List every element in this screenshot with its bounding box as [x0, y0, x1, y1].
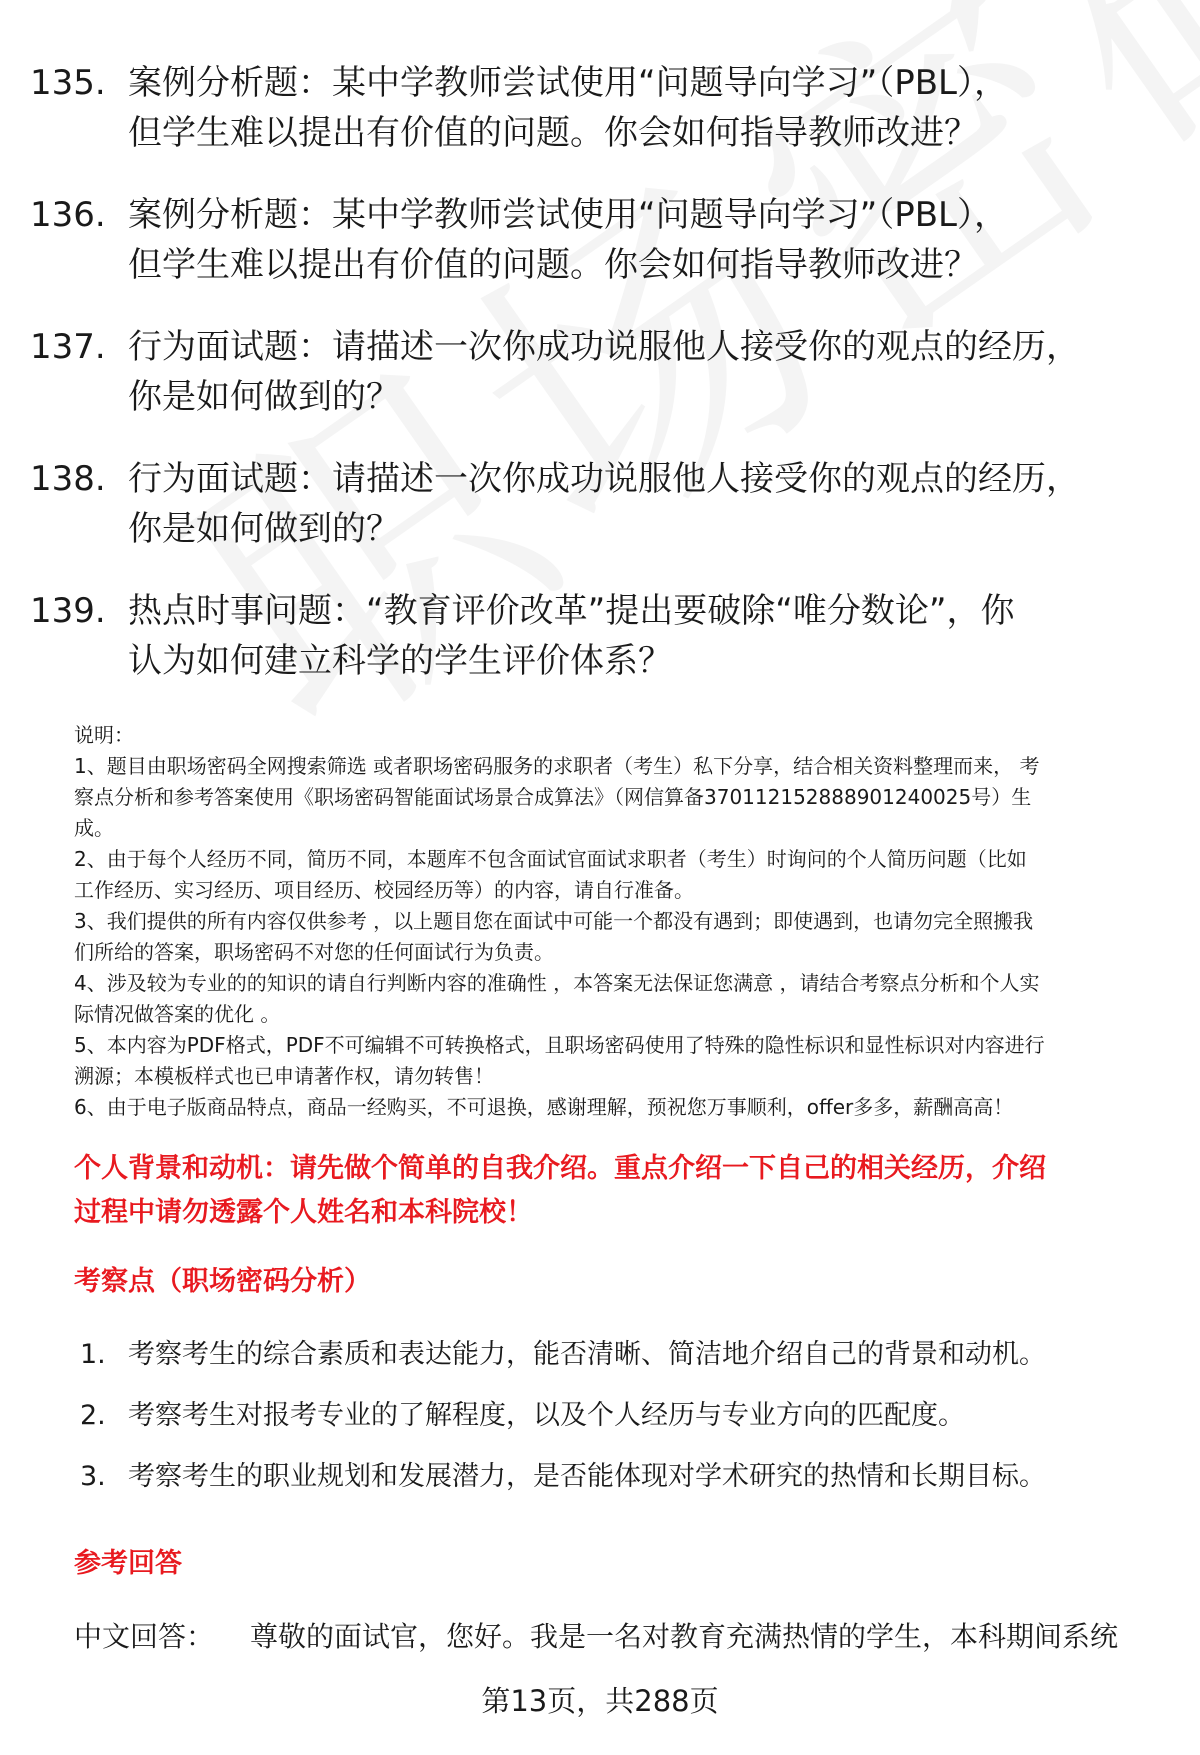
question-item: [30, 322, 1160, 422]
analysis-point: [80, 1335, 1160, 1375]
analysis-point: [80, 1396, 1160, 1436]
question-item: [30, 586, 1160, 686]
question-text: [128, 190, 1160, 290]
question-item: [30, 190, 1160, 290]
notes-title: 说明：: [74, 723, 134, 747]
notes-line: 3、我们提供的所有内容仅供参考 ，以上题目您在面试中可能一个都没有遇到；即使遇到，也请勿完全照搬我: [74, 909, 1034, 933]
background-question-line: 个人背景和动机：请先做个简单的自我介绍。重点介绍一下自己的相关经历，介绍: [74, 1153, 1046, 1184]
question-line: 认为如何建立科学的学生评价体系？: [128, 641, 672, 681]
notes-line: 2、由于每个人经历不同，简历不同，本题库不包含面试官面试求职者（考生）时询问的个人简历问题（比如: [74, 847, 1027, 871]
question-text: [128, 454, 1160, 554]
question-line: 热点时事问题：“教育评价改革”提出要破除“唯分数论”，你: [128, 591, 1015, 631]
notes-line: 5、本内容为PDF格式，PDF不可编辑不可转换格式，且职场密码使用了特殊的隐性标识和显性标识对内容进行: [74, 1033, 1045, 1057]
question-number: 137.: [30, 327, 106, 367]
point-text: 考察考生的综合素质和表达能力，能否清晰、简洁地介绍自己的背景和动机。: [128, 1339, 1046, 1370]
question-line: 行为面试题：请描述一次你成功说服他人接受你的观点的经历，: [128, 459, 1080, 499]
point-number: 2.: [80, 1400, 106, 1431]
question-line: 但学生难以提出有价值的问题。你会如何指导教师改进？: [128, 113, 978, 153]
question-item: [30, 58, 1160, 158]
question-number: 138.: [30, 459, 106, 499]
question-line: 但学生难以提出有价值的问题。你会如何指导教师改进？: [128, 245, 978, 285]
point-number: 3.: [80, 1461, 106, 1492]
question-number: 139.: [30, 591, 106, 631]
question-item: [30, 454, 1160, 554]
notes-line: 们所给的答案，职场密码不对您的任何面试行为负责。: [74, 940, 554, 964]
notes-line: 察点分析和参考答案使用《职场密码智能面试场景合成算法》（网信算备370112152888901240025号）生: [74, 785, 1032, 809]
question-line: 你是如何做到的？: [128, 377, 400, 417]
point-text: 考察考生的职业规划和发展潜力，是否能体现对学术研究的热情和长期目标。: [128, 1461, 1046, 1492]
notes-line: 1、题目由职场密码全网搜索筛选 或者职场密码服务的求职者（考生）私下分享，结合相关资料整理而来， 考: [74, 754, 1040, 778]
notes-line: 6、由于电子版商品特点，商品一经购买，不可退换，感谢理解，预祝您万事顺利，offer多多，薪酬高高！: [74, 1095, 1014, 1119]
notes-line: 成。: [74, 816, 114, 840]
question-line: 案例分析题：某中学教师尝试使用“问题导向学习”（PBL），: [128, 195, 1008, 235]
question-text: [128, 322, 1160, 422]
question-line: 你是如何做到的？: [128, 509, 400, 549]
point-text: 考察考生对报考专业的了解程度，以及个人经历与专业方向的匹配度。: [128, 1400, 965, 1431]
answer-text: 尊敬的面试官，您好。我是一名对教育充满热情的学生，本科期间系统: [250, 1620, 1119, 1653]
question-number: 135.: [30, 63, 106, 103]
reference-heading: 参考回答: [74, 1548, 182, 1579]
question-number: 136.: [30, 195, 106, 235]
analysis-points: [80, 1335, 1160, 1518]
notes-section: [74, 720, 1164, 1123]
notes-line: 际情况做答案的优化 。: [74, 1002, 281, 1026]
question-text: [128, 58, 1160, 158]
question-list: [30, 58, 1160, 718]
question-line: 案例分析题：某中学教师尝试使用“问题导向学习”（PBL），: [128, 63, 1008, 103]
question-line: 行为面试题：请描述一次你成功说服他人接受你的观点的经历，: [128, 327, 1080, 367]
analysis-heading: 考察点（职场密码分析）: [74, 1266, 371, 1297]
background-question: [74, 1147, 1164, 1235]
notes-line: 溯源；本模板样式也已申请著作权，请勿转售！: [74, 1064, 494, 1088]
background-question-line: 过程中请勿透露个人姓名和本科院校！: [74, 1197, 533, 1228]
analysis-point: [80, 1457, 1160, 1497]
point-number: 1.: [80, 1339, 106, 1370]
notes-line: 工作经历、实习经历、项目经历、校园经历等）的内容，请自行准备。: [74, 878, 694, 902]
reference-answer: [74, 1616, 1118, 1658]
answer-label: 中文回答：: [74, 1620, 215, 1653]
notes-line: 4、涉及较为专业的的知识的请自行判断内容的准确性 ，本答案无法保证您满意 ，请结合考察点分析和个人实: [74, 971, 1040, 995]
question-text: [128, 586, 1160, 686]
page-footer: 第13页，共288页: [481, 1684, 719, 1718]
